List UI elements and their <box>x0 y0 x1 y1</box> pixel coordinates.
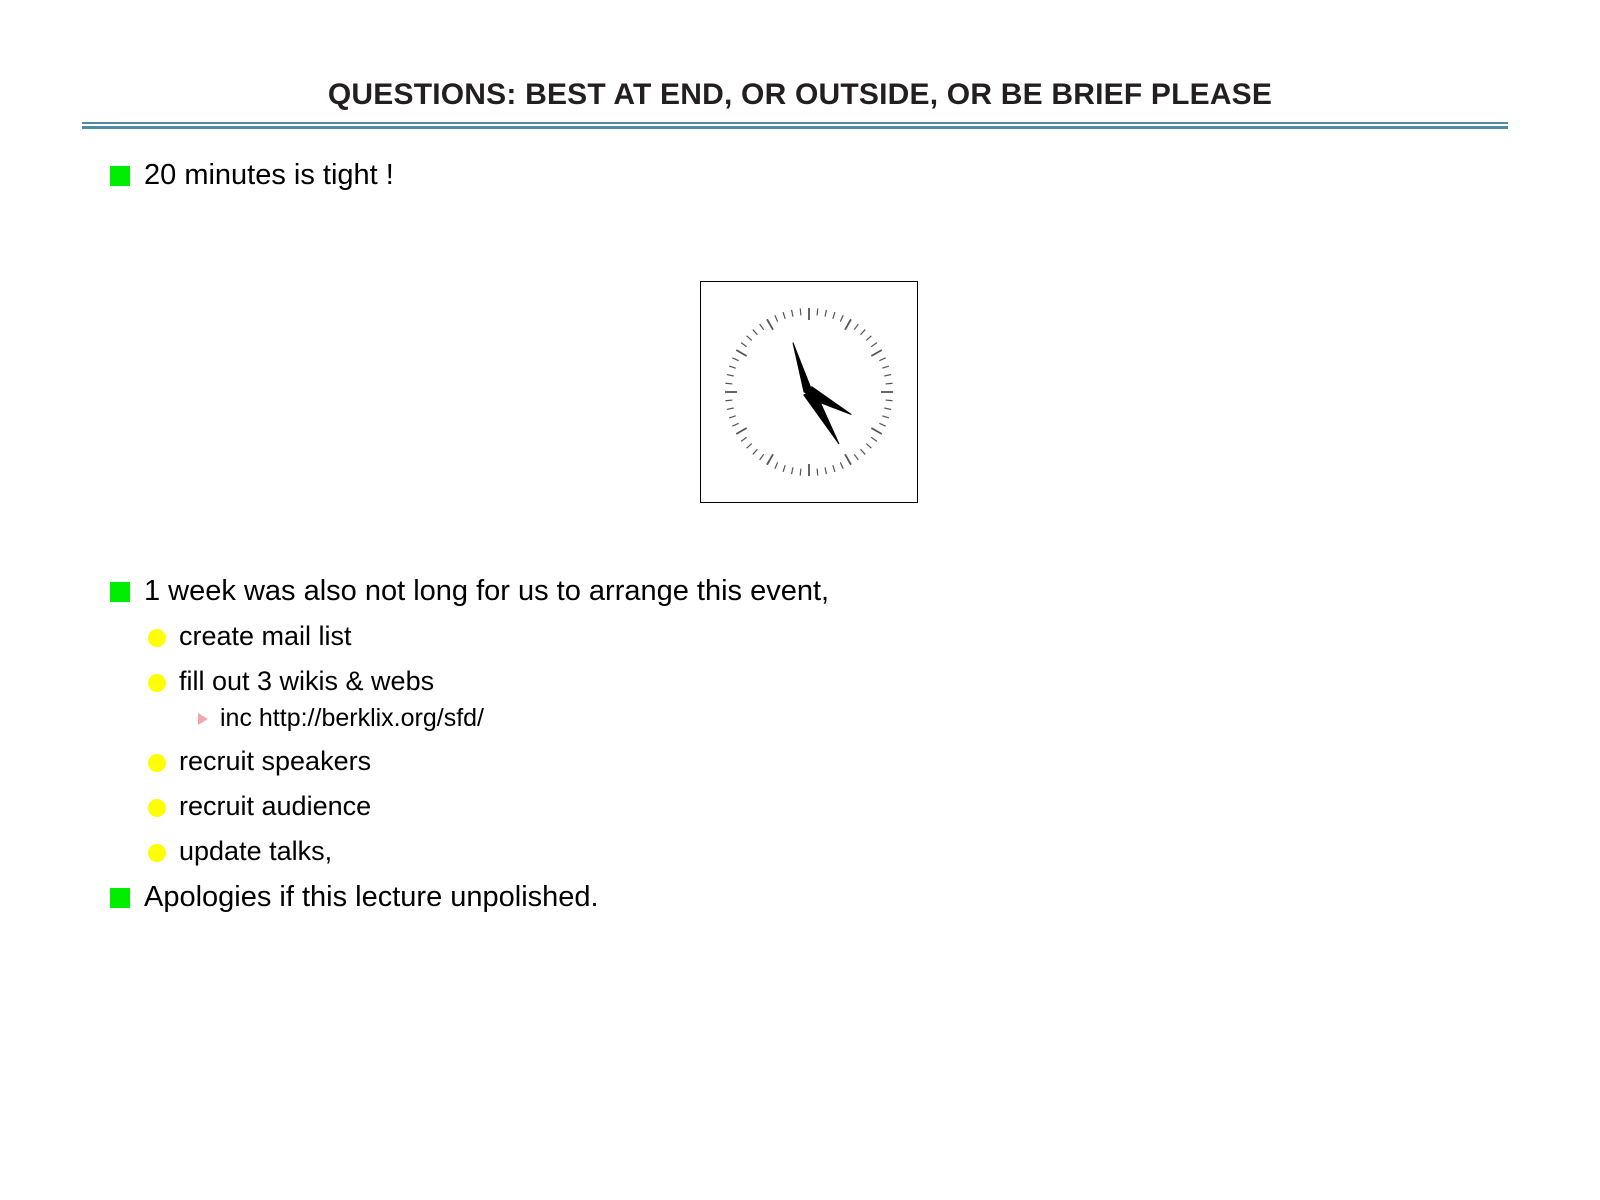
clock-spacer <box>110 196 1510 574</box>
bullet-square-icon <box>110 888 130 908</box>
list-item <box>110 745 1510 777</box>
page-title: QUESTIONS: BEST AT END, OR OUTSIDE, OR BE BRIEF PLEASE <box>327 78 1273 111</box>
list-item <box>110 158 1510 192</box>
bullet-dot-icon <box>148 799 166 817</box>
list-item <box>110 620 1510 652</box>
bullet-square-icon <box>110 166 130 186</box>
list-item-label: inc http://berklix.org/sfd/ <box>220 704 485 732</box>
slide-body <box>110 158 1510 918</box>
title-divider <box>82 122 1508 129</box>
list-item-label: recruit speakers <box>179 746 372 776</box>
bullet-square-icon <box>110 582 130 602</box>
list-item-label: update talks, <box>179 836 333 866</box>
list-item <box>110 790 1510 822</box>
list-item-label: 20 minutes is tight ! <box>144 159 394 191</box>
list-item-label: fill out 3 wikis & webs <box>179 666 435 696</box>
list-item-label: 1 week was also not long for us to arrange this event, <box>144 575 830 607</box>
bullet-dot-icon <box>148 754 166 772</box>
list-item <box>110 574 1510 608</box>
bullet-dot-icon <box>148 629 166 647</box>
bullet-dot-icon <box>148 674 166 692</box>
list-item-label: create mail list <box>179 621 352 651</box>
title-divider-line-top <box>82 122 1508 124</box>
bullet-dot-icon <box>148 844 166 862</box>
title-divider-line-bottom <box>82 126 1508 129</box>
list-item-label: recruit audience <box>179 791 372 821</box>
spacer <box>110 612 1510 620</box>
list-item <box>110 880 1510 914</box>
list-item <box>110 665 1510 697</box>
bullet-triangle-icon <box>198 713 208 725</box>
list-item <box>110 703 1510 733</box>
list-item-label: Apologies if this lecture unpolished. <box>144 881 599 913</box>
list-item <box>110 835 1510 867</box>
